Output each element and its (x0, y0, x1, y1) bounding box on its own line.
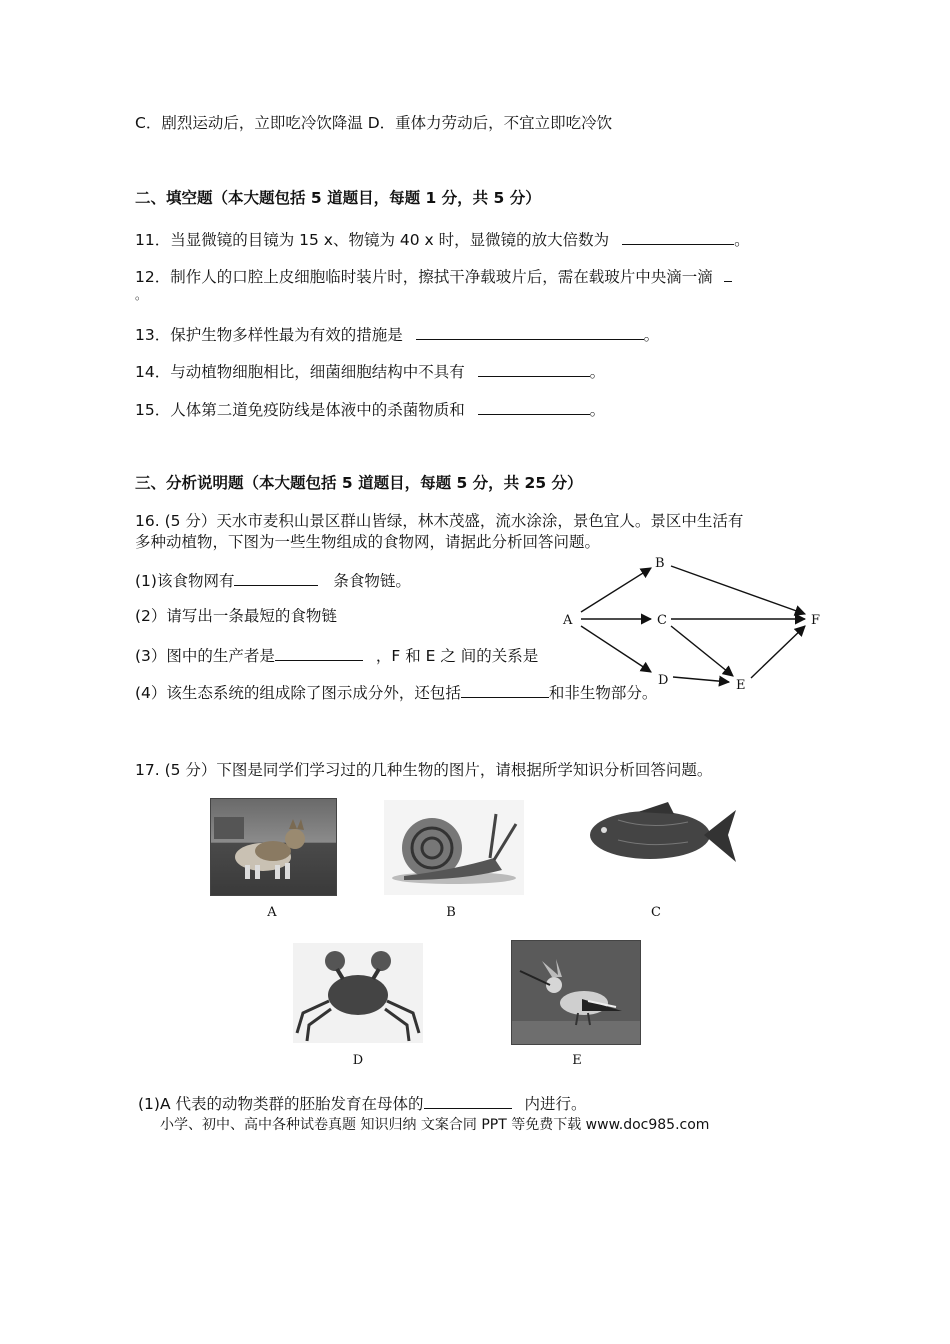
section2-heading: 二、填空题（本大题包括 5 道题目，每题 1 分，共 5 分） (135, 189, 541, 207)
node-f: F (811, 613, 821, 628)
q17-intro: 17. (5 分）下图是同学们学习过的几种生物的图片，请根据所学知识分析回答问题。 (135, 761, 713, 779)
caption-c: C (651, 905, 661, 920)
arrow-b-f (671, 566, 805, 614)
node-d: D (658, 673, 669, 688)
photo-dog (210, 798, 337, 896)
q12-end: 。 (135, 288, 148, 302)
q13-text: 13．保护生物多样性最为有效的措施是 (135, 326, 403, 344)
q16-p3-blank[interactable] (275, 644, 363, 661)
fish-image (578, 800, 738, 870)
q16-p3-end: ，F 和 E 之 间的关系是 (375, 647, 539, 665)
option-c-d-line: C．剧烈运动后，立即吃冷饮降温 D．重体力劳动后，不宜立即吃冷饮 (135, 114, 613, 132)
food-web-diagram (555, 548, 830, 698)
arrow-a-b (581, 568, 651, 612)
arrow-a-d (581, 626, 651, 672)
snail-image (384, 800, 524, 895)
q14-text: 14．与动植物细胞相比，细菌细胞结构中不具有 (135, 363, 465, 381)
q16-intro-line2: 多种动植物，下图为一些生物组成的食物网，请据此分析回答问题。 (135, 533, 601, 551)
q15-blank[interactable] (478, 398, 590, 415)
q11-text: 11．当显微镜的目镜为 15 x、物镜为 40 x 时，显微镜的放大倍数为 (135, 231, 610, 249)
photo-fish (578, 800, 738, 870)
q17-part1 (138, 1092, 586, 1114)
node-a: A (563, 613, 573, 628)
q12-blank[interactable] (724, 265, 732, 282)
q14-end: 。 (589, 363, 606, 381)
caption-d: D (352, 1053, 364, 1068)
q17-p1-end: 内进行。 (524, 1095, 587, 1113)
q16-p1-text: (1)该食物网有 (135, 572, 235, 590)
crab-image (293, 943, 423, 1043)
arrow-e-f (751, 626, 805, 678)
q16-intro-line1: 16. (5 分）天水市麦积山景区群山皆绿，林木茂盛，流水涂涂，景色宜人。景区中生活有 (135, 512, 744, 530)
caption-a: A (267, 905, 277, 920)
q16-p1-blank[interactable] (234, 569, 318, 586)
arrow-d-e (673, 677, 729, 682)
page-footer: 小学、初中、高中各种试卷真题 知识归纳 文案合同 PPT 等免费下载 www.doc985.com (160, 1117, 710, 1133)
q13-end: 。 (643, 326, 660, 344)
photo-bird (511, 940, 641, 1045)
q11-end: 。 (734, 231, 750, 249)
question-13 (135, 323, 659, 345)
q17-p1-blank[interactable] (424, 1092, 512, 1109)
caption-b: B (446, 905, 456, 920)
q16-part3 (135, 644, 538, 666)
caption-e: E (572, 1053, 582, 1068)
question-11 (135, 228, 750, 250)
node-c: C (657, 613, 667, 628)
q11-blank[interactable] (622, 228, 734, 245)
q12-text: 12．制作人的口腔上皮细胞临时装片时，擦拭干净载玻片后，需在载玻片中央滴一滴 (135, 268, 713, 286)
dog-image (211, 799, 336, 895)
q16-p4-end: 和非生物部分。 (548, 684, 658, 702)
arrow-c-e (671, 626, 733, 676)
q16-p4-text: (4）该生态系统的组成除了图示成分外，还包括 (135, 684, 461, 702)
section3-heading: 三、分析说明题（本大题包括 5 道题目，每题 5 分，共 25 分） (135, 474, 583, 492)
question-14 (135, 360, 605, 382)
photo-crab (293, 943, 423, 1043)
q16-p4-blank[interactable] (461, 681, 549, 698)
question-12 (135, 265, 732, 287)
q13-blank[interactable] (416, 323, 644, 340)
q15-end: 。 (589, 401, 606, 419)
q15-text: 15．人体第二道免疫防线是体液中的杀菌物质和 (135, 401, 465, 419)
q16-p3-text: (3）图中的生产者是 (135, 647, 275, 665)
q16-part1 (135, 569, 411, 591)
node-e: E (736, 678, 746, 693)
bird-image (512, 941, 640, 1044)
q16-part4 (135, 681, 657, 703)
photo-snail (384, 800, 524, 895)
question-15 (135, 398, 605, 420)
q16-part2: (2）请写出一条最短的食物链 (135, 607, 337, 625)
q16-p1-end: 条食物链。 (333, 572, 411, 590)
q14-blank[interactable] (478, 360, 590, 377)
q17-p1-text: (1)A 代表的动物类群的胚胎发育在母体的 (138, 1095, 424, 1113)
node-b: B (655, 556, 665, 571)
